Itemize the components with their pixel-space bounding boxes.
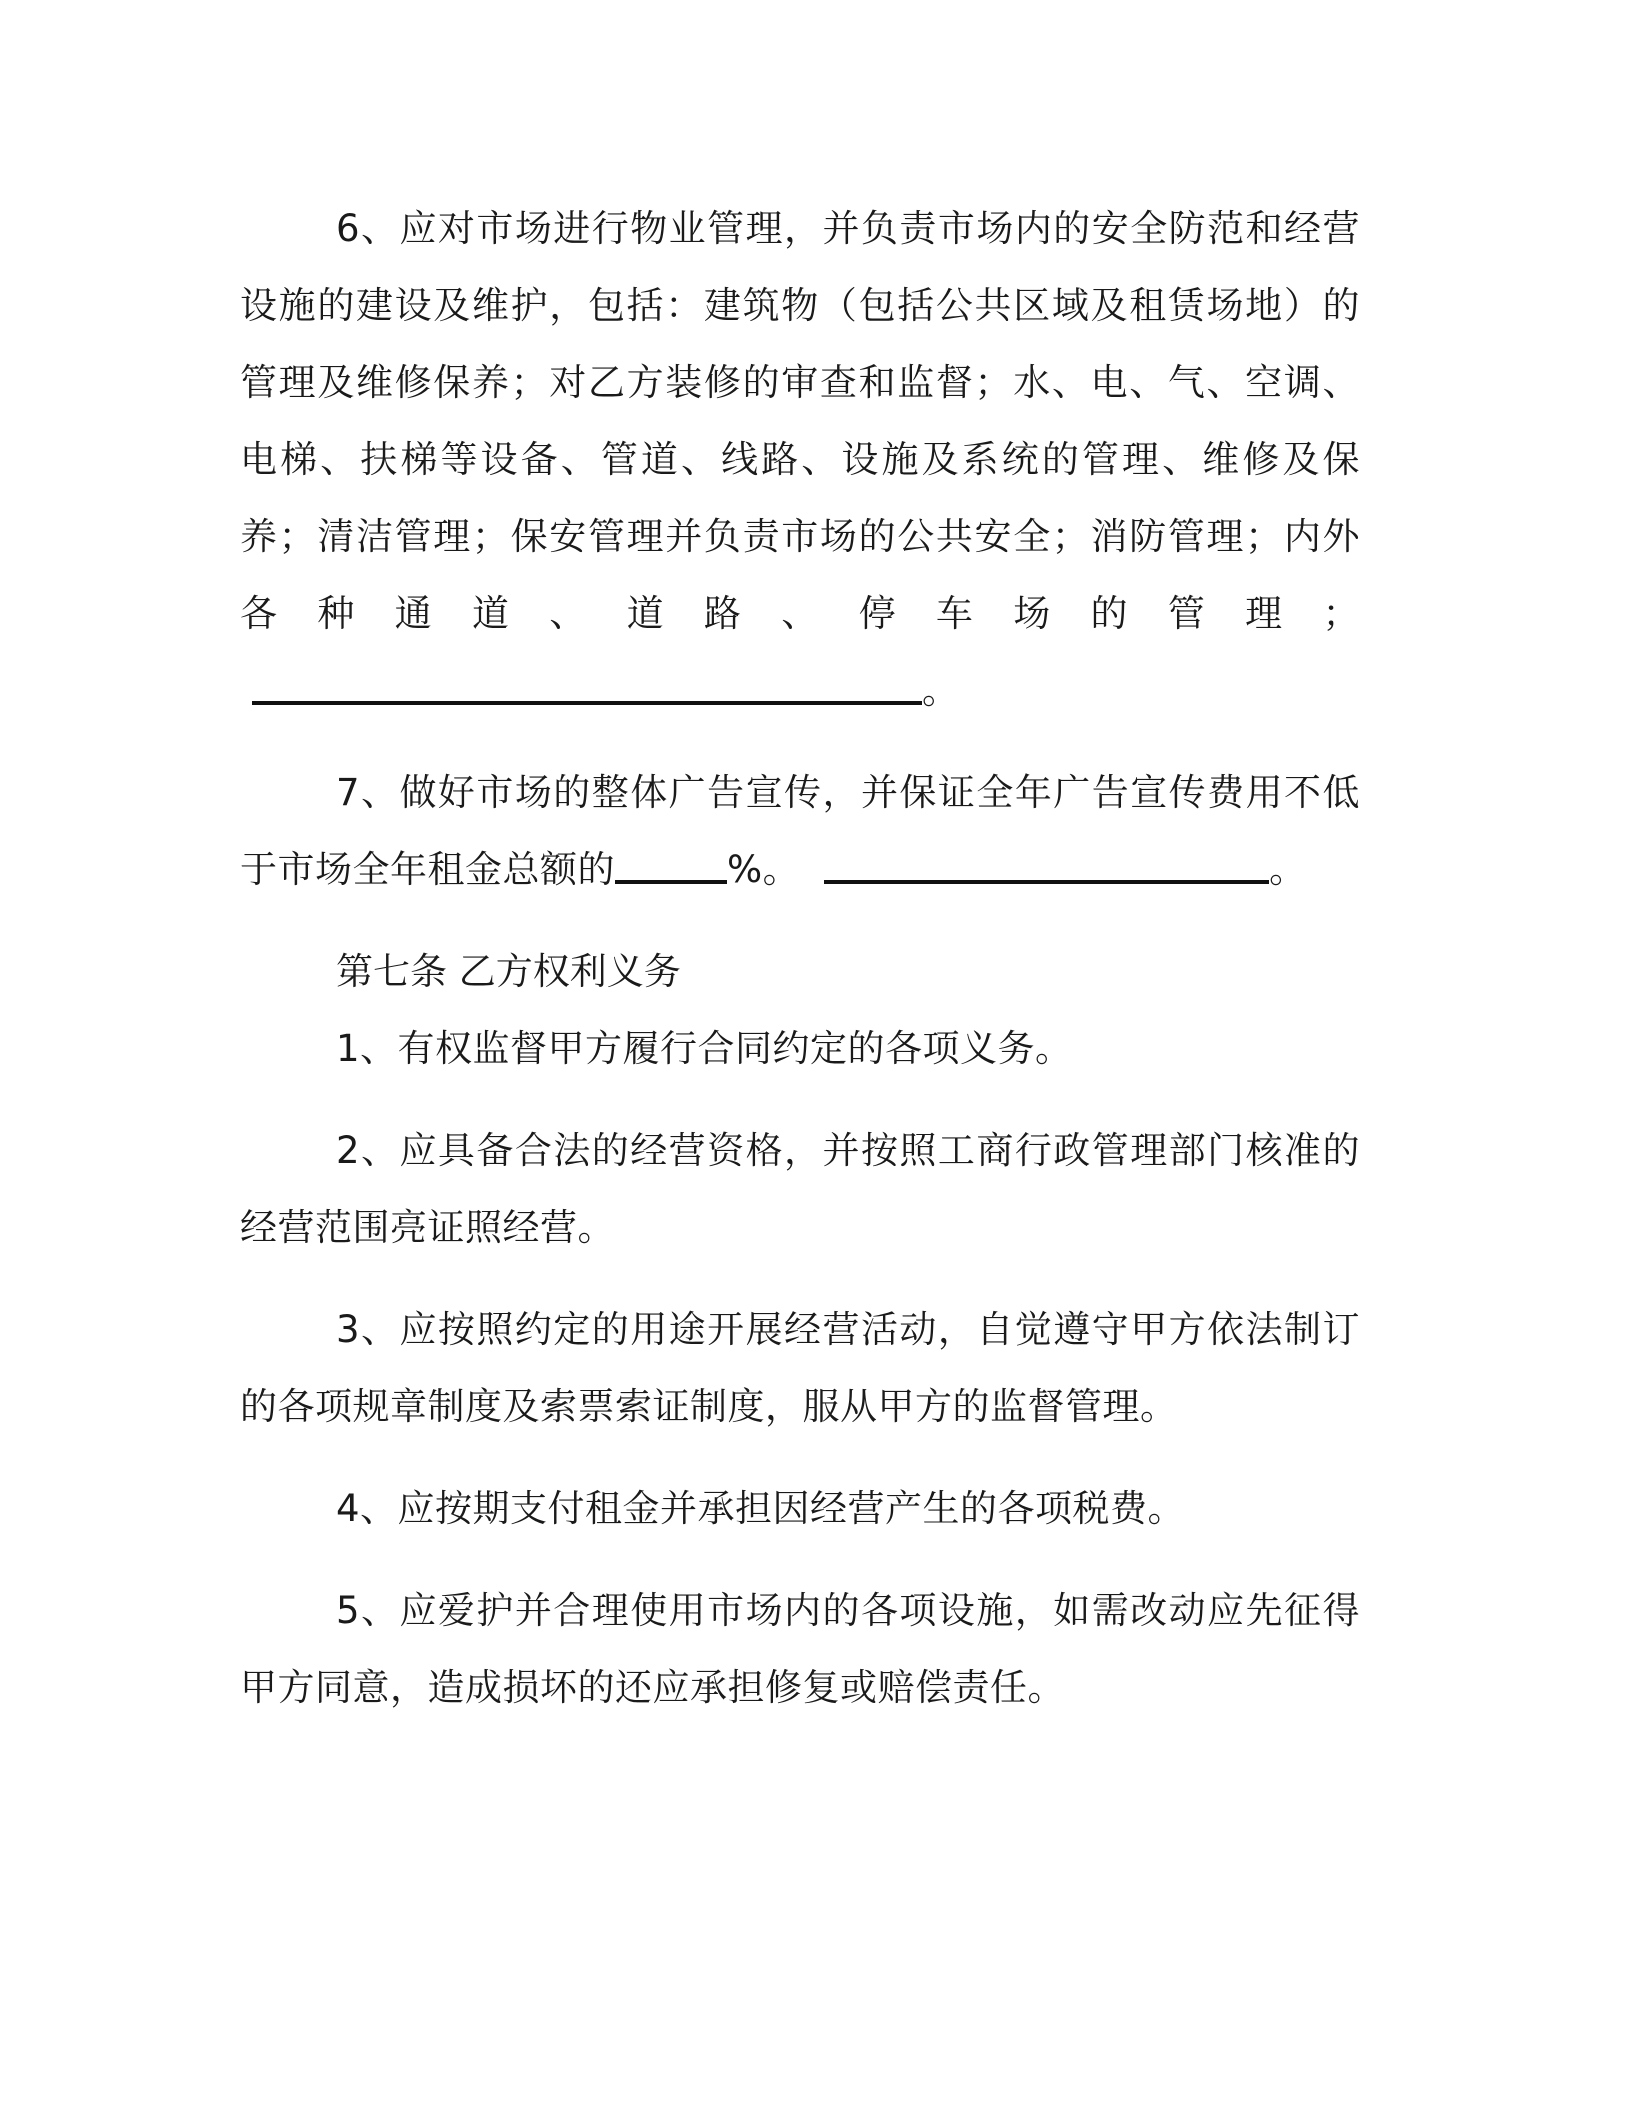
fill-in-blank[interactable] — [824, 846, 1269, 884]
clause-item-7 — [240, 754, 1360, 908]
article-item-4: 4、应按期支付租金并承担因经营产生的各项税费。 — [336, 1487, 1186, 1530]
clause-item-7-end: 。 — [1269, 848, 1307, 891]
article-item-5: 5、应爱护并合理使用市场内的各项设施，如需改动应先征得甲方同意，造成损坏的还应承担修复或赔偿责任。 — [240, 1589, 1360, 1709]
clause-item-6-end: 。 — [922, 669, 960, 712]
article-item-1: 1、有权监督甲方履行合同约定的各项义务。 — [336, 1027, 1073, 1070]
article-item-3: 3、应按照约定的用途开展经营活动，自觉遵守甲方依法制订的各项规章制度及索票索证制度，服从甲方的监督管理。 — [240, 1308, 1360, 1428]
article-heading: 第七条 乙方权利义务 — [336, 950, 681, 993]
clause-item-7-percent: %。 — [727, 848, 801, 891]
article-item-2: 2、应具备合法的经营资格，并按照工商行政管理部门核准的经营范围亮证照经营。 — [240, 1129, 1360, 1249]
fill-in-blank[interactable] — [252, 667, 922, 705]
clause-item-7-text: 7、做好市场的整体广告宣传，并保证全年广告宣传费用不低于市场全年租金总额的 — [240, 771, 1360, 891]
document-page — [240, 190, 1360, 1726]
clause-item-6-text: 6、应对市场进行物业管理，并负责市场内的安全防范和经营设施的建设及维护，包括：建筑物（包括公共区域及租赁场地）的管理及维修保养；对乙方装修的审查和监督；水、电、气、空调、电梯、扶梯等设备、管道、线路、设施及系统的管理、维修及保养；清洁管理；保安管理并负责市场的公共安全；消防管理；内外各种通道、道路、停车场的管理； — [240, 207, 1360, 635]
percent-blank[interactable] — [615, 846, 727, 884]
clause-item-6 — [240, 190, 1360, 729]
